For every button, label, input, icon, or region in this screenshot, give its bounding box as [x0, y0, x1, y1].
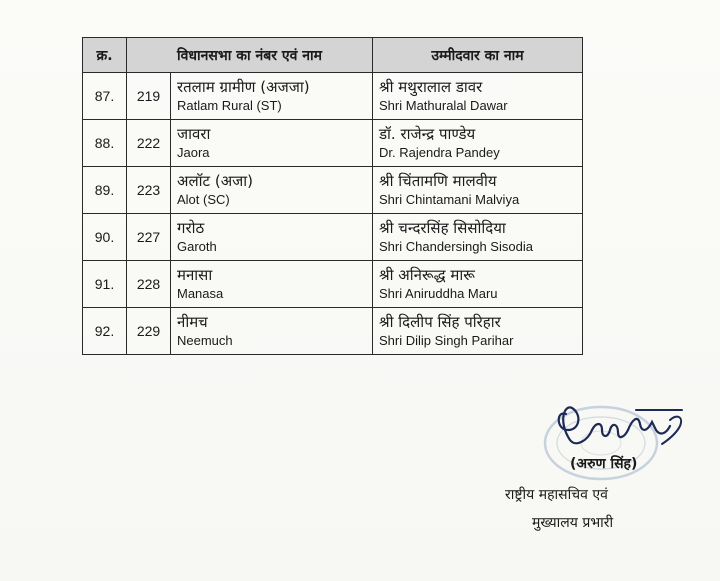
candidate-name-cell [373, 167, 583, 214]
table-header-row [83, 38, 583, 73]
assembly-name-english: Garoth [177, 239, 217, 254]
table-row [83, 73, 583, 120]
candidate-name-hindi: श्री मथुरालाल डावर [379, 78, 483, 96]
signatory-title-line1: राष्ट्रीय महासचिव एवं [505, 487, 608, 503]
header-assembly: विधानसभा का नंबर एवं नाम [127, 38, 373, 73]
candidate-name-hindi: श्री चन्दरसिंह सिसोदिया [379, 219, 506, 237]
candidate-name-english: Shri Aniruddha Maru [379, 286, 498, 301]
assembly-name-english: Alot (SC) [177, 192, 230, 207]
candidate-name-english: Shri Chandersingh Sisodia [379, 239, 533, 254]
handwritten-signature [548, 400, 698, 456]
candidate-name-hindi: श्री अनिरूद्ध मारू [379, 266, 475, 284]
assembly-name-cell [171, 308, 373, 355]
table-row [83, 167, 583, 214]
assembly-name-hindi: अलॉट (अजा) [177, 172, 254, 190]
assembly-name-english: Manasa [177, 286, 224, 301]
assembly-name-english: Ratlam Rural (ST) [177, 98, 282, 113]
serial-number: 88. [83, 120, 127, 167]
table-row [83, 214, 583, 261]
candidate-table [82, 37, 583, 355]
assembly-name-hindi: गरोठ [177, 219, 205, 237]
assembly-name-cell [171, 214, 373, 261]
candidate-name-english: Shri Dilip Singh Parihar [379, 333, 514, 348]
assembly-number: 227 [127, 214, 171, 261]
candidate-name-cell [373, 214, 583, 261]
candidate-name-hindi: डॉ. राजेन्द्र पाण्डेय [379, 125, 476, 143]
assembly-name-hindi: रतलाम ग्रामीण (अजजा) [177, 78, 310, 96]
serial-number: 90. [83, 214, 127, 261]
assembly-name-english: Neemuch [177, 333, 233, 348]
assembly-number: 228 [127, 261, 171, 308]
candidate-name-english: Shri Mathuralal Dawar [379, 98, 508, 113]
header-sno: क्र. [83, 38, 127, 73]
signatory-name: (अरुण सिंह) [570, 456, 638, 472]
assembly-name-cell [171, 261, 373, 308]
candidate-name-english: Shri Chintamani Malviya [379, 192, 520, 207]
candidate-name-cell [373, 308, 583, 355]
assembly-number: 223 [127, 167, 171, 214]
assembly-name-cell [171, 167, 373, 214]
assembly-name-english: Jaora [177, 145, 210, 160]
candidate-name-hindi: श्री चिंतामणि मालवीय [379, 172, 497, 190]
signatory-title-line2: मुख्यालय प्रभारी [532, 515, 614, 531]
assembly-name-cell [171, 73, 373, 120]
assembly-number: 229 [127, 308, 171, 355]
header-candidate: उम्मीदवार का नाम [373, 38, 583, 73]
table-row [83, 308, 583, 355]
candidate-name-english: Dr. Rajendra Pandey [379, 145, 500, 160]
table-row [83, 120, 583, 167]
serial-number: 89. [83, 167, 127, 214]
candidate-name-cell [373, 73, 583, 120]
serial-number: 87. [83, 73, 127, 120]
candidate-name-cell [373, 261, 583, 308]
serial-number: 92. [83, 308, 127, 355]
assembly-name-hindi: जावरा [177, 125, 211, 143]
assembly-name-hindi: नीमच [177, 313, 208, 331]
table-row [83, 261, 583, 308]
assembly-name-cell [171, 120, 373, 167]
assembly-number: 219 [127, 73, 171, 120]
assembly-name-hindi: मनासा [177, 266, 213, 284]
serial-number: 91. [83, 261, 127, 308]
candidate-name-cell [373, 120, 583, 167]
assembly-number: 222 [127, 120, 171, 167]
candidate-name-hindi: श्री दिलीप सिंह परिहार [379, 313, 501, 331]
